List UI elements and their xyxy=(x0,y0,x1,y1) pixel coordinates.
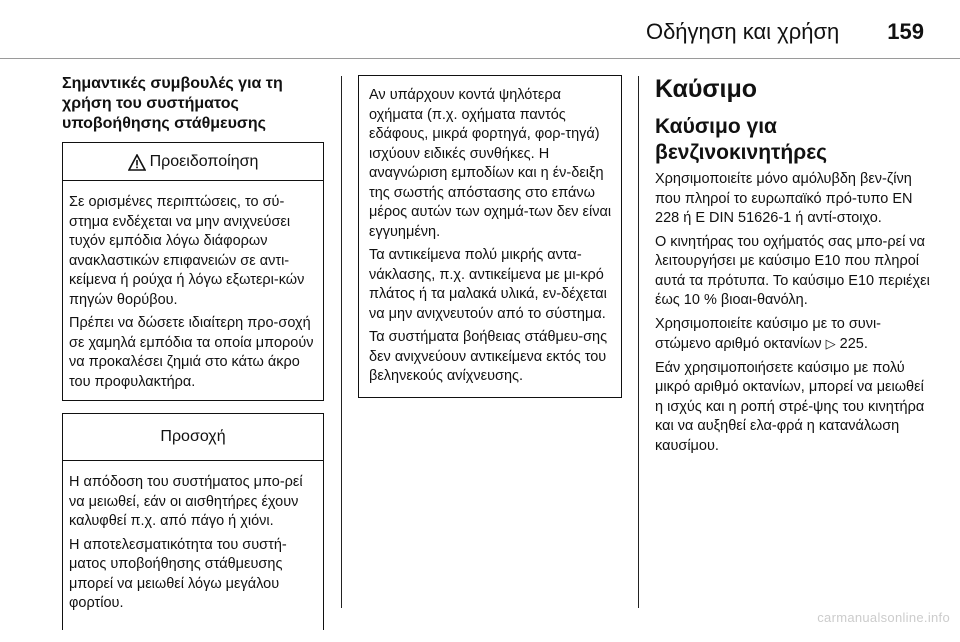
column-middle xyxy=(358,74,622,398)
column-divider-1 xyxy=(341,76,342,608)
chapter-heading: Καύσιμο xyxy=(655,75,758,103)
subheading-line: Καύσιμο για xyxy=(655,115,777,138)
body-paragraph: Εάν χρησιμοποιήσετε καύσιμο με πολύ μικρό αριθμό οκτανίων, μπορεί να μειωθεί η ισχύς και η ροπή στρέ-ψης του κινητήρα και να αυξηθεί ελα-φρά η κατανάλωση καυσίμου. xyxy=(655,359,925,454)
subheading xyxy=(655,114,930,166)
warning-triangle-icon xyxy=(128,154,146,171)
body-paragraph: Τα συστήματα βοήθειας στάθμευ-σης δεν ανιχνεύουν αντικείμενα εκτός του βεληνεκούς ανίχνευσης. xyxy=(369,329,608,384)
section-title xyxy=(62,74,324,134)
warning-paragraph: Σε ορισμένες περιπτώσεις, το σύ-στημα ενδέχεται να μην ανιχνεύσει τυχόν εμπόδια λόγω διάφορων ανακλαστικών επιφανειών σε αντι-κείμενα ή ρούχα ή λόγω εξωτερι-κών πηγών θορύβου. xyxy=(69,194,305,308)
column-divider-2 xyxy=(638,76,639,608)
section-title-line: Σημαντικές συμβουλές για τη xyxy=(62,75,283,92)
section-title-line: χρήση του συστήματος xyxy=(62,95,239,112)
page-reference-arrow-icon[interactable]: ▷ xyxy=(825,336,836,351)
warning-box-body xyxy=(63,181,323,400)
warning-box xyxy=(62,142,324,401)
warning-box-header xyxy=(63,143,323,181)
page-header xyxy=(646,14,924,50)
column-left xyxy=(62,74,324,630)
caution-paragraph: Η απόδοση του συστήματος μπο-ρεί να μειωθεί, εάν οι αισθητήρες έχουν καλυφθεί π.χ. από πάγο ή χιόνι. xyxy=(69,474,303,529)
body-paragraph: Τα αντικείμενα πολύ μικρής αντα-νάκλασης, π.χ. αντικείμενα με μι-κρό πλάτος ή τα μαλακά υλικά, εν-δέχεται να μην ανιχνευτούν από το σύστημα. xyxy=(369,247,607,322)
body-paragraph: Χρησιμοποιείτε μόνο αμόλυβδη βεν-ζίνη που πληροί το ευρωπαϊκό πρό-τυπο EN 228 ή E DIN 51626-1 ή αντί-στοιχο. xyxy=(655,171,913,226)
caution-box-body xyxy=(63,461,323,622)
caution-paragraph: Η αποτελεσματικότητα του συστή-ματος υποβοήθησης στάθμευσης μπορεί να μειωθεί λόγω μεγάλου φορτίου. xyxy=(69,536,287,611)
section-title-line: υποβοήθησης στάθμευσης xyxy=(62,115,266,132)
page-number: 159 xyxy=(887,19,924,44)
body-paragraph-with-reference xyxy=(655,315,930,355)
watermark: carmanualsonline.info xyxy=(817,610,950,625)
header-rule xyxy=(0,58,960,59)
column-right xyxy=(655,74,930,460)
warning-box-title: Προειδοποίηση xyxy=(149,153,259,170)
caution-box-header xyxy=(63,414,323,461)
caution-box xyxy=(62,413,324,630)
page-reference-link[interactable]: 225 xyxy=(839,336,864,352)
body-paragraph: Ο κινητήρας του οχήματός σας μπο-ρεί να λειτουργήσει με καύσιμο E10 που πληροί αυτά τα πρότυπα. Το καύσιμο E10 περιέχει έως 10 % βιοαι-θανόλη. xyxy=(655,233,930,308)
caution-box-title: Προσοχή xyxy=(160,428,226,445)
body-paragraph: Αν υπάρχουν κοντά ψηλότερα οχήματα (π.χ. οχήματα παντός εδάφους, μικρά φορτηγά, φορ-τηγά) ισχύουν ειδικές συνθήκες. Η αναγνώριση εμποδίων και η έν-δειξη της σωστής απόστασης στο επάνω μέρος αυτών των οχημά-των δεν είναι εγγυημένη. xyxy=(369,87,612,240)
ref-text-after: . xyxy=(863,336,868,352)
subheading-line: βενζινοκινητήρες xyxy=(655,141,828,164)
warning-paragraph: Πρέπει να δώσετε ιδιαίτερη προ-σοχή σε χαμηλά εμπόδια τα οποία μπορούν να προκαλέσει ζημιά στο κάτω άκρο του προφυλακτήρα. xyxy=(69,315,314,390)
continued-box xyxy=(358,75,622,398)
ref-text-before: Χρησιμοποιείτε καύσιμο με το συνι-στώμενο αριθμό οκτανίων xyxy=(655,315,882,352)
header-title: Οδήγηση και χρήση xyxy=(645,19,840,44)
